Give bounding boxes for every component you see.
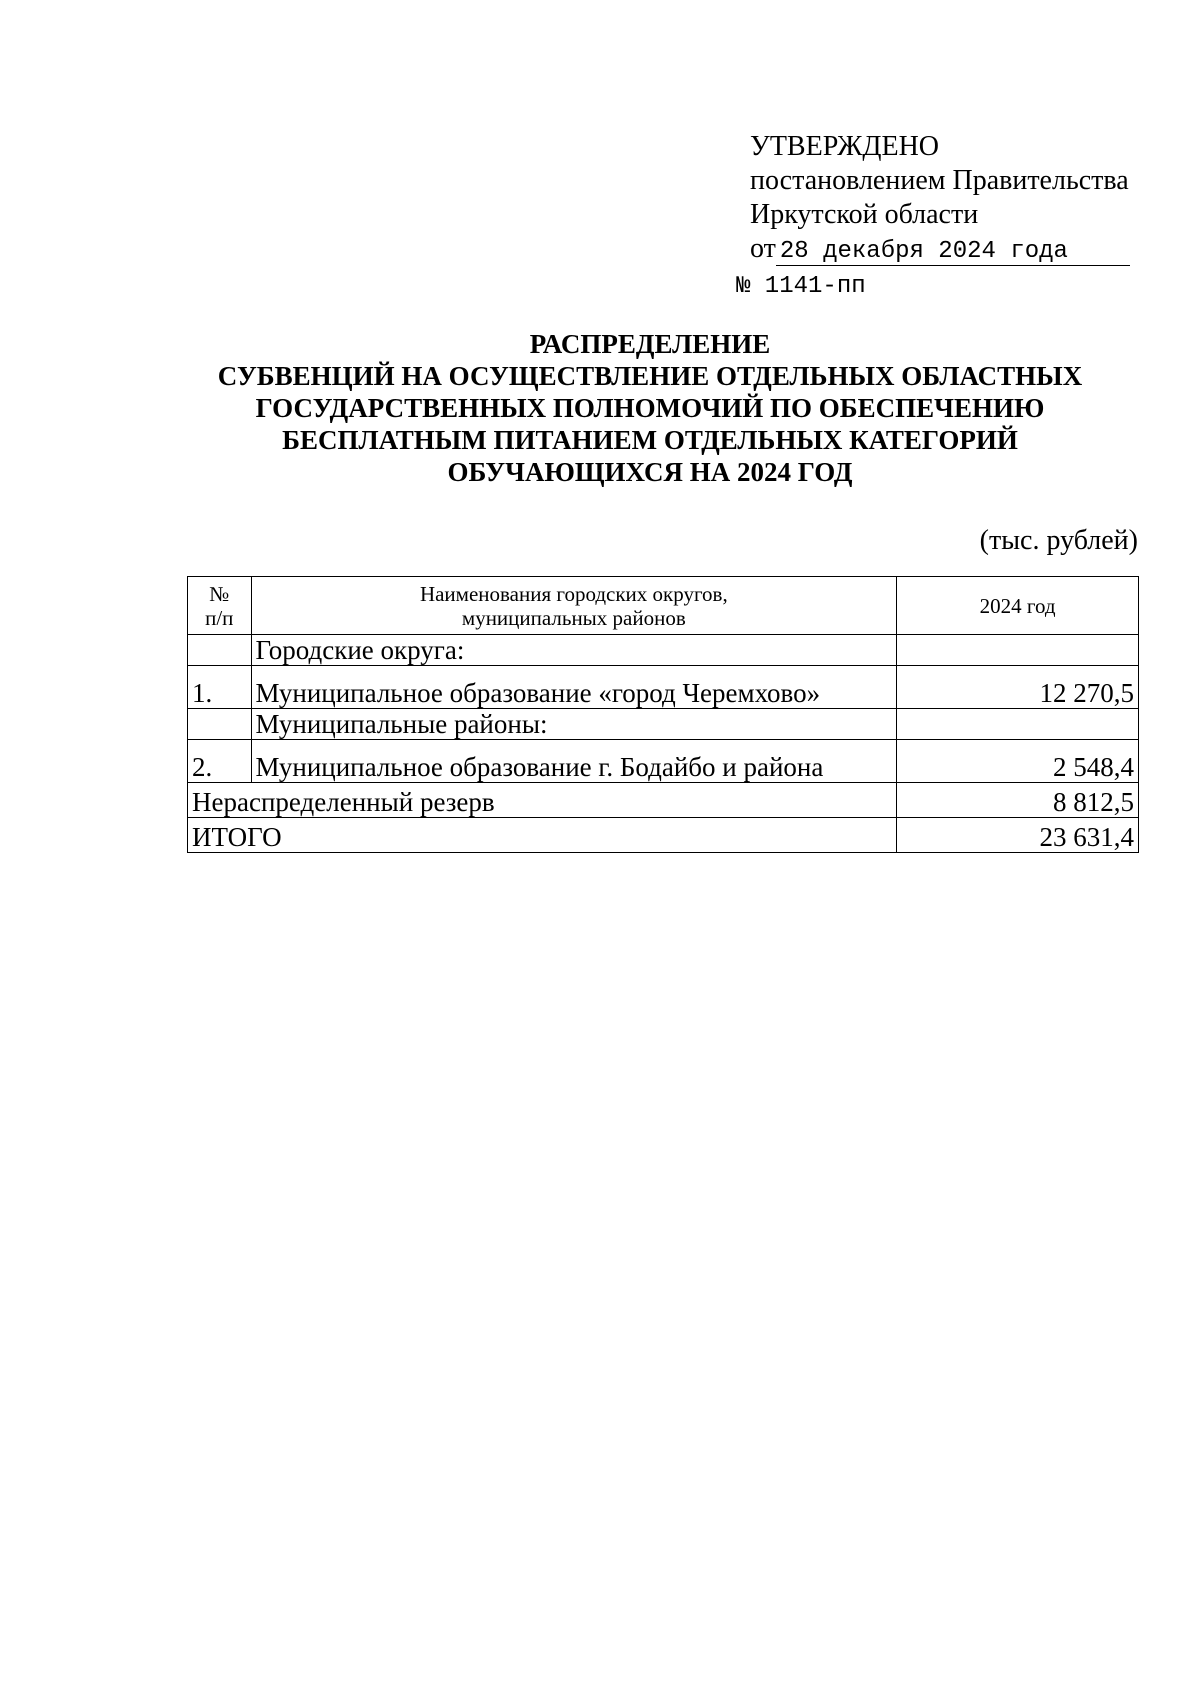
title-line-3: ГОСУДАРСТВЕННЫХ ПОЛНОМОЧИЙ ПО ОБЕСПЕЧЕНИЮ [255,393,1045,423]
header-year: 2024 год [897,577,1139,635]
title-line-5: ОБУЧАЮЩИХСЯ НА 2024 ГОД [447,457,853,487]
title-line-4: БЕСПЛАТНЫМ ПИТАНИЕМ ОТДЕЛЬНЫХ КАТЕГОРИЙ [282,425,1018,455]
title-line-1: РАСПРЕДЕЛЕНИЕ [529,329,771,359]
header-name-line-2: муниципальных районов [461,605,686,630]
reserve-label: Нераспределенный резерв [188,783,897,818]
title-line-2: СУБВЕНЦИЙ НА ОСУЩЕСТВЛЕНИЕ ОТДЕЛЬНЫХ ОБЛАСТНЫХ [217,361,1083,391]
row-number: 1. [188,666,252,709]
approval-number: № 1141-пп [736,273,866,300]
reserve-row [188,783,1139,818]
row-name: Муниципальное образование г. Бодайбо и района [251,740,897,783]
approval-heading: УТВЕРЖДЕНО [750,131,940,162]
total-row [188,818,1139,853]
section-empty-num [188,709,252,740]
row-number: 2. [188,740,252,783]
header-number [188,577,252,635]
section-label: Городские округа: [251,635,897,666]
table-header-row [188,577,1139,635]
row-value: 12 270,5 [897,666,1139,709]
section-row-city-districts [188,635,1139,666]
table-row [188,740,1139,783]
distribution-table [187,576,1139,853]
approval-block [736,130,1150,304]
reserve-value: 8 812,5 [897,783,1139,818]
header-number-line-2: п/п [205,605,234,630]
section-empty-num [188,635,252,666]
total-value: 23 631,4 [897,818,1139,853]
header-number-line-1: № [209,581,230,606]
total-label: ИТОГО [188,818,897,853]
header-name-line-1: Наименования городских округов, [419,581,728,606]
section-label: Муниципальные районы: [251,709,897,740]
approval-resolution: постановлением Правительства [750,165,1129,196]
header-name [251,577,897,635]
section-empty-value [897,709,1139,740]
approval-date: 28 декабря 2024 года [776,239,1130,266]
row-name: Муниципальное образование «город Черемхово» [251,666,897,709]
document-title [150,328,1150,488]
approval-region: Иркутской области [750,199,979,230]
approval-date-line [750,232,1150,266]
approval-date-prefix: от [750,233,776,264]
units-label: (тыс. рублей) [979,525,1138,556]
table-row [188,666,1139,709]
section-empty-value [897,635,1139,666]
section-row-municipal-districts [188,709,1139,740]
row-value: 2 548,4 [897,740,1139,783]
